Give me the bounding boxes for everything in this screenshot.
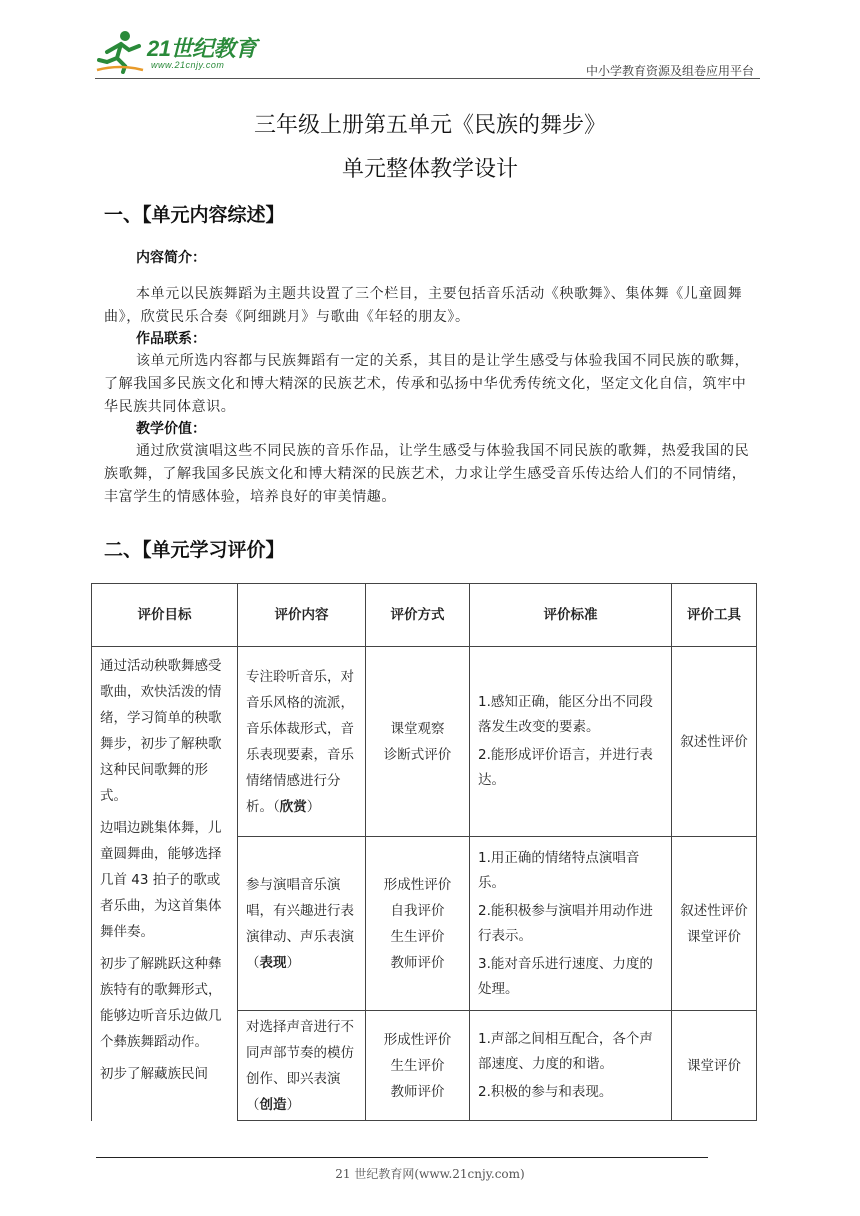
goal-text: 边唱边跳集体舞，儿童圆舞曲，能够选择几首 43 拍子的歌或者乐曲，为这首集体舞伴奏。 — [100, 820, 222, 940]
header-tool: 评价工具 — [672, 584, 757, 647]
standard-cell: 1.用正确的情绪特点演唱音乐。 2.能积极参与演唱并用动作进行表示。 3.能对音乐进行速度、力度的处理。 — [470, 837, 672, 1011]
section-1-heading: 一、【单元内容综述】 — [104, 204, 285, 226]
works-label: 作品联系： — [136, 331, 206, 347]
method-cell: 形成性评价 自我评价 生生评价 教师评价 — [366, 837, 470, 1011]
header-standard: 评价标准 — [470, 584, 672, 647]
page-header — [95, 28, 760, 78]
platform-name: 中小学教育资源及组卷应用平台 — [585, 64, 754, 78]
method-cell: 课堂观察 诊断式评价 — [366, 647, 470, 837]
header-goal: 评价目标 — [92, 584, 238, 647]
intro-text: 本单元以民族舞蹈为主题共设置了三个栏目，主要包括音乐活动《秧歌舞》、集体舞《儿童圆舞曲》，欣赏民乐合奏《阿细跳月》与歌曲《年轻的朋友》。 — [104, 286, 743, 325]
standard-cell: 1.声部之间相互配合，各个声部速度、力度的和谐。 2.积极的参与和表现。 — [470, 1011, 672, 1121]
logo-text: 21世纪教育 — [147, 36, 257, 61]
content-cell: 对选择声音进行不同声部节奏的模仿创作、即兴表演（创造） — [238, 1011, 366, 1121]
footer-divider — [96, 1157, 708, 1158]
evaluation-table — [91, 583, 757, 1121]
runner-logo-icon — [95, 30, 145, 74]
tool-cell: 叙述性评价 课堂评价 — [672, 837, 757, 1011]
table-row — [92, 647, 757, 837]
method-cell: 形成性评价 生生评价 教师评价 — [366, 1011, 470, 1121]
footer-text: 21 世纪教育网(www.21cnjy.com) — [335, 1167, 525, 1181]
value-text: 通过欣赏演唱这些不同民族的音乐作品，让学生感受与体验我国不同民族的歌舞，热爱我国的民族歌舞，了解我国多民族文化和博大精深的民族艺术，力求让学生感受音乐传达给人们的不同情绪，丰富学生的情感体验，培养良好的审美情趣。 — [104, 443, 750, 505]
goal-text: 初步了解跳跃这种彝族特有的歌舞形式，能够边听音乐边做几个彝族舞蹈动作。 — [100, 956, 222, 1050]
header-divider — [95, 78, 760, 79]
content-cell: 专注聆听音乐，对音乐风格的流派，音乐体裁形式，音乐表现要素，音乐情绪情感进行分析。（欣赏） — [238, 647, 366, 837]
section-2-heading: 二、【单元学习评价】 — [104, 539, 285, 561]
intro-label: 内容简介： — [136, 250, 206, 266]
logo-url: www.21cnjy.com — [151, 60, 225, 70]
header-content: 评价内容 — [238, 584, 366, 647]
tool-cell: 叙述性评价 — [672, 647, 757, 837]
goal-text: 通过活动秧歌舞感受歌曲，欢快活泼的情绪，学习简单的秧歌舞步，初步了解秧歌这种民间歌舞的形式。 — [100, 658, 222, 804]
standard-cell: 1.感知正确，能区分出不同段落发生改变的要素。 2.能形成评价语言，并进行表达。 — [470, 647, 672, 837]
works-text: 该单元所选内容都与民族舞蹈有一定的关系，其目的是让学生感受与体验我国不同民族的歌舞，了解我国多民族文化和博大精深的民族艺术，传承和弘扬中华优秀传统文化，坚定文化自信，筑牢中华民族共同体意识。 — [104, 353, 750, 415]
value-label: 教学价值： — [136, 421, 206, 437]
goal-cell — [92, 647, 238, 1121]
table-header-row — [92, 584, 757, 647]
document-title: 三年级上册第五单元《民族的舞步》 — [253, 113, 606, 138]
logo — [95, 28, 265, 76]
goal-text: 初步了解藏族民间 — [100, 1066, 208, 1082]
document-subtitle: 单元整体教学设计 — [341, 157, 518, 182]
header-method: 评价方式 — [366, 584, 470, 647]
content-cell: 参与演唱音乐演唱，有兴趣进行表演律动、声乐表演（表现） — [238, 837, 366, 1011]
tool-cell: 课堂评价 — [672, 1011, 757, 1121]
